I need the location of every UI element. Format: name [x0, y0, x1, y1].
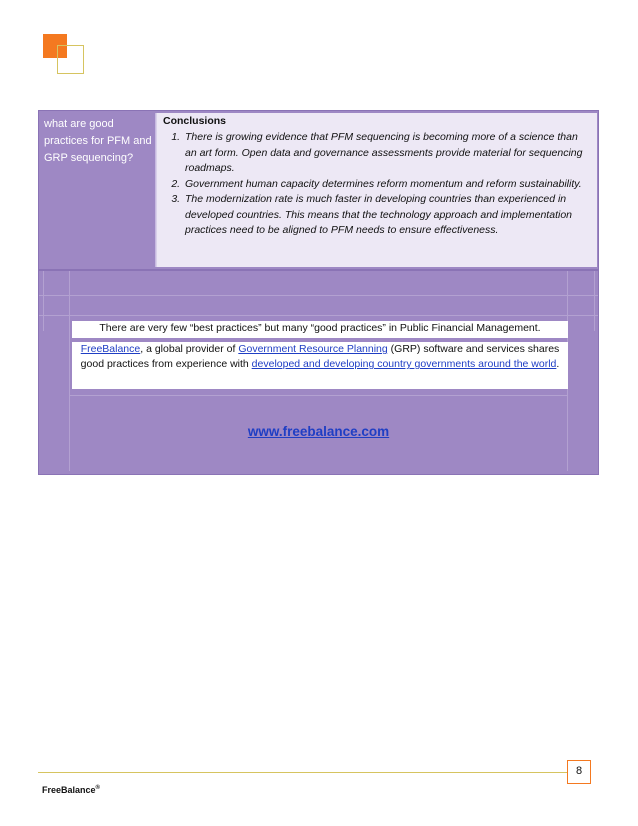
- promo-text-c: .: [556, 358, 560, 370]
- conclusion-item: 3. The modernization rate is much faster in developing countries than experienced in developed countries. This means that the technology approach and implementation practices need to be aligned to PFM needs to ensure effectiveness.: [183, 192, 589, 239]
- sequencing-table: [38, 110, 599, 270]
- promo-intro-text: There are very few “best practices” but many “good practices” in Public Financial Management.: [99, 322, 541, 334]
- freebalance-link[interactable]: FreeBalance: [80, 343, 141, 355]
- promo-intro-strip: [72, 321, 568, 338]
- grid-line: [43, 271, 44, 331]
- registered-mark: ®: [95, 785, 100, 791]
- grid-line: [39, 315, 598, 316]
- promo-body-strip: [72, 342, 568, 389]
- grp-link[interactable]: Government Resource Planning: [238, 343, 388, 355]
- conclusion-item: 1. There is growing evidence that PFM sequencing is becoming more of a science than an art form. Open data and governance assessments provide material for sequencing roadmaps.: [183, 130, 589, 177]
- footer-divider: [38, 772, 568, 773]
- conclusions-cell: [156, 113, 597, 267]
- grid-line: [69, 395, 567, 396]
- question-text: what are good practices for PFM and GRP sequencing?: [44, 118, 152, 164]
- promo-section: [38, 270, 599, 475]
- conclusion-item: 2. Government human capacity determines reform momentum and reform sustainability.: [183, 177, 589, 193]
- footer-brand-name: FreeBalance: [42, 785, 96, 795]
- governments-link[interactable]: developed and developing country governments around the world: [251, 358, 557, 370]
- grid-line: [69, 271, 70, 471]
- promo-text-b: (GRP) software and services shares good practices from experience with: [80, 343, 560, 370]
- promo-body-text: [72, 342, 568, 372]
- logo-outline-square: [57, 45, 84, 74]
- grid-line: [594, 271, 595, 331]
- promo-text-a: , a global provider of: [140, 343, 239, 355]
- grid-line: [39, 295, 598, 296]
- question-cell: [41, 113, 156, 267]
- page-number: 8: [567, 760, 591, 784]
- website-link[interactable]: www.freebalance.com: [247, 424, 390, 439]
- conclusions-title: Conclusions: [163, 115, 227, 127]
- conclusions-list: [157, 130, 597, 239]
- footer-brand: [42, 785, 100, 795]
